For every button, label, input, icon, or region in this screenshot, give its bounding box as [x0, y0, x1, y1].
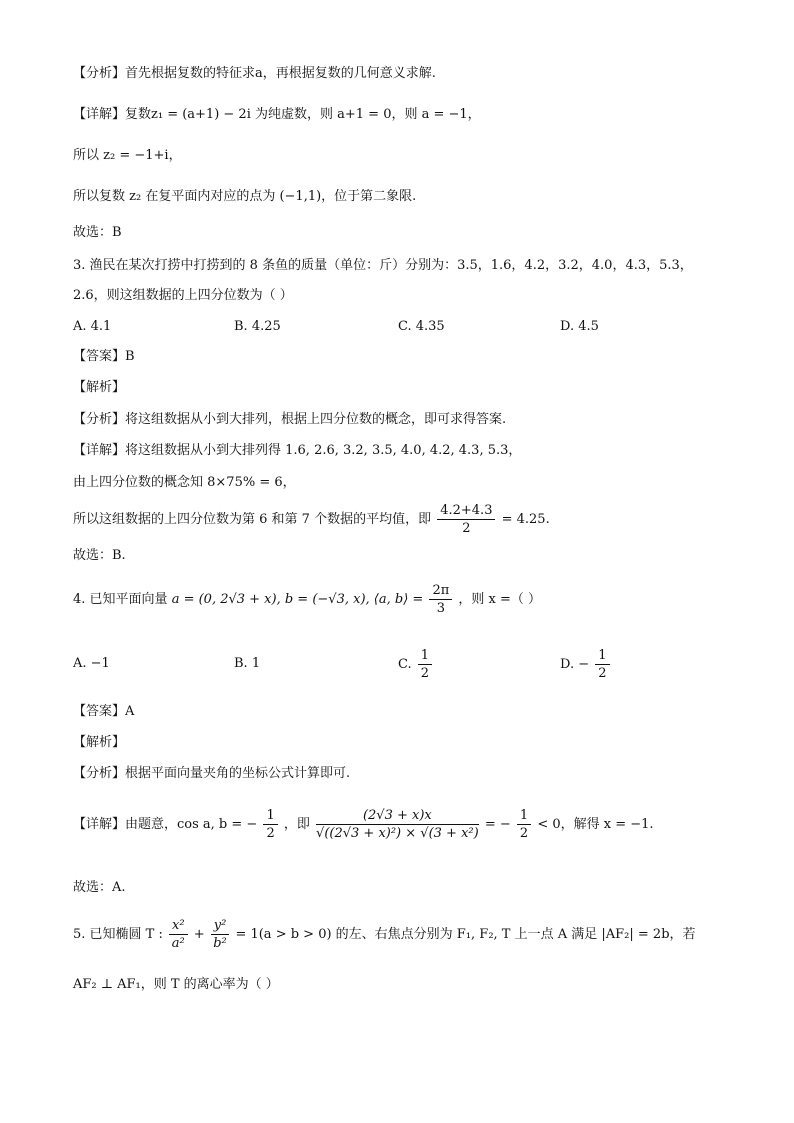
q3-detail: 【详解】将这组数据从小到大排列得 1.6, 2.6, 3.2, 3.5, 4.0, 4.2, 4.3, 5.3， — [73, 443, 522, 458]
fraction-denominator: 3 — [436, 601, 445, 616]
q4-option-b: B. 1 — [234, 656, 261, 671]
q4-choice: 故选：A. — [73, 880, 126, 895]
fraction-denominator: 2 — [598, 666, 607, 681]
q5-stem-line2: AF₂ ⊥ AF₁，则 T 的离心率为（ ） — [73, 977, 279, 992]
fraction-denominator: 2 — [462, 521, 471, 536]
q4-detail-eq: = − — [484, 817, 511, 832]
fraction-numerator: (2√3 + x)x — [316, 807, 479, 825]
fraction-denominator: 2 — [420, 666, 430, 681]
q4-option-d — [560, 645, 612, 685]
fraction-numerator: 1 — [517, 807, 531, 825]
fraction-numerator: 1 — [418, 647, 432, 665]
fraction-denominator: a² — [171, 936, 185, 951]
q4-stem — [73, 580, 541, 620]
fraction-numerator: 1 — [595, 647, 609, 665]
q2-detail: 【详解】复数z₁ = (a+1) − 2i 为纯虚数，则 a+1 = 0，则 a = −1， — [73, 107, 481, 122]
q5-y-fraction — [211, 917, 230, 952]
q3-option-b: B. 4.25 — [234, 319, 281, 334]
q4-cos-fraction — [263, 807, 277, 842]
q3-option-c: C. 4.35 — [398, 319, 445, 334]
q3-step2-result: = 4.25. — [501, 512, 550, 527]
fraction-numerator: 1 — [263, 807, 277, 825]
fraction-numerator: 2π — [429, 582, 452, 600]
q5-stem-text: 5. 已知椭圆 T : — [73, 927, 163, 942]
q4-detail — [73, 800, 654, 850]
fraction-denominator: √((2√3 + x)²) × √(3 + x²) — [316, 826, 479, 841]
q5-stem-rest: = 1(a > b > 0) 的左、右焦点分别为 F₁, F₂, T 上一点 A 满足 |AF₂| = 2b，若 — [235, 927, 696, 942]
q3-jiexi-heading: 【解析】 — [73, 380, 126, 395]
q3-step2 — [73, 500, 550, 540]
q3-stem-line2: 2.6，则这组数据的上四分位数为（ ） — [73, 288, 293, 303]
q4-stem-text: 4. 已知平面向量 — [73, 592, 168, 607]
option-sign: − — [578, 657, 590, 672]
q4-formula-fraction — [316, 807, 479, 842]
q3-step1: 由上四分位数的概念知 8×75% = 6， — [73, 475, 296, 490]
q3-stem-line1: 3. 渔民在某次打捞中打捞到的 8 条鱼的质量（单位：斤）分别为：3.5，1.6，4.2，3.2，4.0，4.3，5.3， — [73, 258, 693, 273]
q4-detail-result: < 0，解得 x = −1. — [537, 817, 654, 832]
q2-step2: 所以复数 z₂ 在复平面内对应的点为 (−1,1)，位于第二象限. — [73, 189, 417, 204]
option-label: C. — [398, 657, 412, 672]
q2-step1: 所以 z₂ = −1+i， — [73, 148, 182, 163]
fraction-denominator: b² — [213, 936, 227, 951]
fraction-numerator: 4.2+4.3 — [437, 502, 495, 520]
q3-analysis: 【分析】将这组数据从小到大排列，根据上四分位数的概念，即可求得答案. — [73, 412, 507, 427]
q4-stem-math: a = (0, 2√3 + x), b = (−√3, x), ⟨a, b⟩ = — [171, 592, 424, 607]
q2-analysis: 【分析】首先根据复数的特征求a，再根据复数的几何意义求解. — [73, 66, 436, 81]
q2-choice: 故选：B — [73, 225, 122, 240]
fraction-numerator: y² — [211, 917, 230, 935]
q4-result-fraction — [517, 807, 531, 842]
q4-analysis: 【分析】根据平面向量夹角的坐标公式计算即可. — [73, 766, 351, 781]
q3-option-a: A. 4.1 — [73, 319, 112, 334]
q4-angle-fraction — [429, 582, 452, 617]
plus-sign: + — [193, 927, 205, 942]
q3-option-d: D. 4.5 — [560, 319, 599, 334]
fraction-denominator: 2 — [266, 826, 275, 841]
q4-option-c — [398, 645, 434, 685]
q4-answer: 【答案】A — [73, 704, 135, 719]
q4-option-a: A. −1 — [73, 656, 110, 671]
q4-jiexi-heading: 【解析】 — [73, 735, 126, 750]
q4-detail-mid: ，即 — [283, 817, 310, 832]
q4-detail-text: 【详解】由题意，cos a, b = − — [73, 817, 258, 832]
option-label: D. — [560, 657, 575, 672]
q3-choice: 故选：B. — [73, 548, 126, 563]
q5-x-fraction — [169, 917, 188, 952]
q4-stem-question: ，则 x =（ ） — [458, 592, 542, 607]
q3-average-fraction — [437, 502, 495, 537]
q5-stem — [73, 915, 696, 955]
q3-answer: 【答案】B — [73, 349, 135, 364]
fraction-numerator: x² — [169, 917, 188, 935]
q4-option-d-fraction — [595, 647, 609, 682]
q3-step2-text: 所以这组数据的上四分位数为第 6 和第 7 个数据的平均值，即 — [73, 512, 432, 527]
fraction-denominator: 2 — [519, 826, 529, 841]
q4-option-c-fraction — [418, 647, 432, 682]
